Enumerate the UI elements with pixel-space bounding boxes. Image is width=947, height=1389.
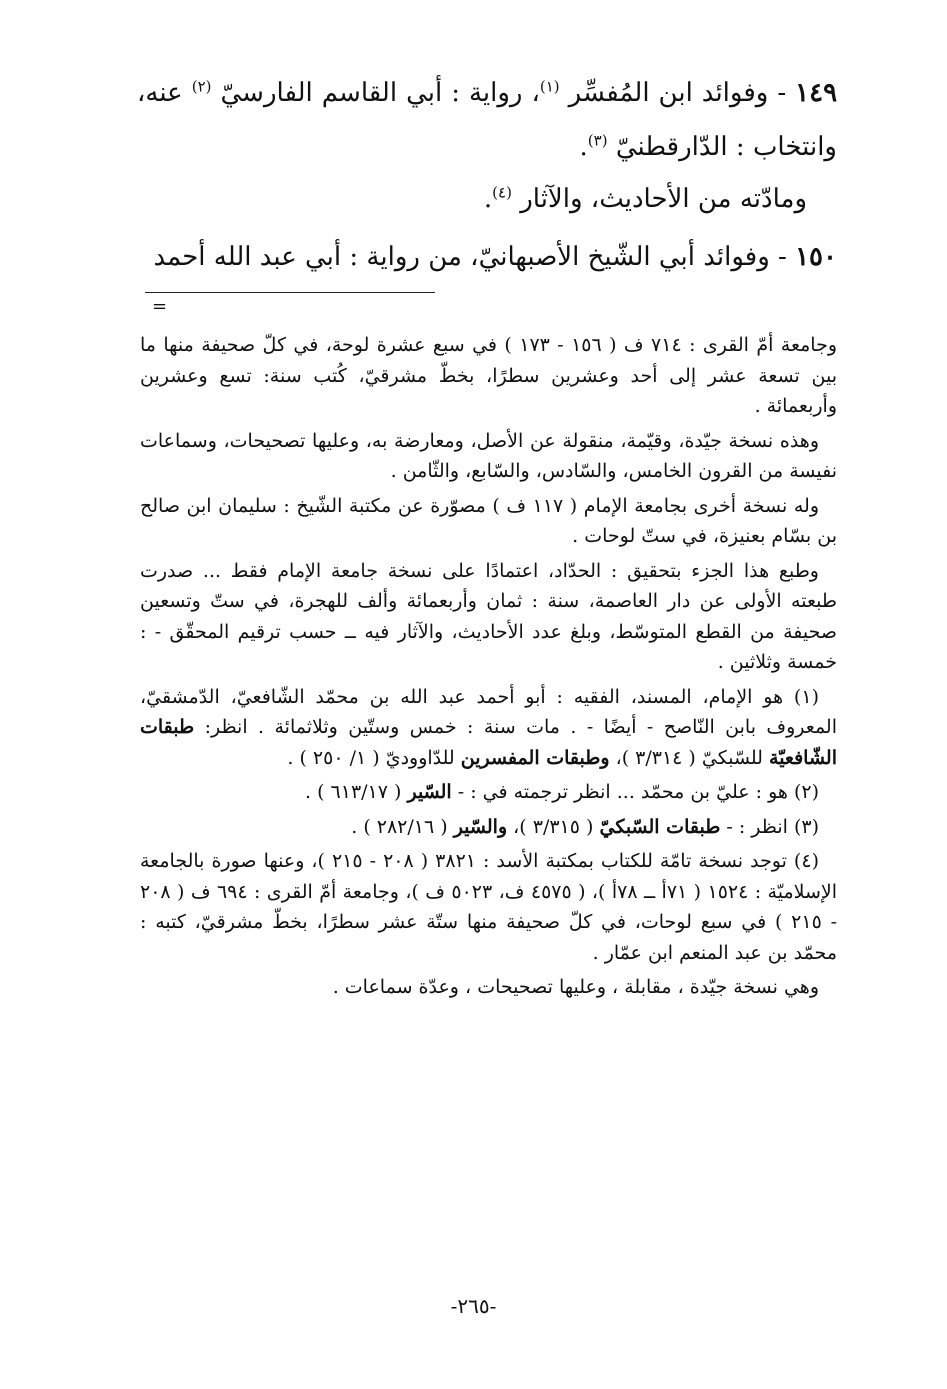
entry-text: - وفوائد ابن المُفسِّر: [568, 78, 787, 108]
footnote-ref[interactable]: (٣): [587, 131, 608, 150]
footnote-4-continued: وهي نسخة جيّدة ، مقابلة ، وعليها تصحيحات ، وعدّة سماعات .: [332, 976, 819, 998]
note-paragraph: وله نسخة أخرى بجامعة الإمام ( ١١٧ ف ) مصوّرة عن مكتبة الشّيخ : سليمان ابن صالح بن بسّام بعنيزة، في ستّ لوحات .: [140, 494, 837, 547]
footnote-text: (٢) هو : عليّ بن محمّد ... انظر ترجمته في : -: [451, 781, 819, 803]
book-title: السّير: [407, 781, 452, 803]
footnote-text: (٣) انظر : -: [720, 815, 819, 838]
entry-149: [137, 66, 837, 174]
entry-149-content: [137, 172, 837, 226]
footnote-divider: [145, 292, 435, 293]
note-paragraph: وجامعة أمّ القرى : ٧١٤ ف ( ١٥٦ - ١٧٣ ) في سبع عشرة لوحة، في كلّ صحيفة منها ما بين تسعة عشر إلى أحد وعشرين سطرًا، بخطّ مشرقيّ، كُتب سنة: تسع وعشرين وأربعمائة .: [140, 334, 838, 417]
page-number: -٢٦٥-: [450, 1294, 497, 1318]
footnote-2: [140, 777, 837, 808]
entry-text: - وفوائد أبي الشّيخ الأصبهانيّ، من رواية : أبي عبد الله أحمد: [153, 242, 787, 272]
footnote-4: (٤) توجد نسخة تامّة للكتاب بمكتبة الأسد : ٣٨٢١ ( ٢٠٨ - ٢١٥ )، وعنها صورة بالجامعة الإسلاميّة : ١٥٢٤ ( ٧١أ ــ ٧٨أ )، ( ٤٥٧٥ ف، ٥٠٢٣ ف )، وجامعة أمّ القرى : ٦٩٤ ف ( ٢٠٨ - ٢١٥ ) في سبع لوحات، في كلّ صحيفة منها ستّة عشر سطرًا، بخطّ مشرقيّ، كتبه : محمّد بن عبد المنعم ابن عمّار .: [140, 850, 837, 964]
book-title: طبقات الشّافعيّة: [140, 716, 837, 769]
entry-text: ، رواية : أبي القاسم الفارسيّ: [220, 78, 540, 108]
entry-number: ١٤٩: [795, 78, 838, 108]
footnote-1: [140, 682, 837, 774]
entry-text: .: [483, 184, 493, 214]
footnote-3: [140, 812, 837, 843]
book-title: طبقات السّبكيّ: [599, 815, 721, 838]
note-paragraph: وهذه نسخة جيّدة، وقيّمة، منقولة عن الأصل، ومعارضة به، وعليها تصحيحات، وسماعات نفيسة من القرون الخامس، والسّادس، والسّابع، والثّامن .: [140, 429, 837, 482]
entry-text: ومادّته من الأحاديث، والآثار: [520, 184, 807, 214]
entry-text: عنه، وانتخاب : الدّارقطنيّ: [137, 78, 837, 162]
footnote-text: ( ٢٨٢/١٦ ) .: [351, 815, 454, 838]
footnote-text: (١) هو الإمام، المسند، الفقيه : أبو أحمد عبد الله بن محمّد الشّافعيّ، الدّمشقيّ، المعروف بابن النّاصح - أيضًا - . مات سنة : خمس وستّين وثلاثمائة . انظر:: [140, 685, 837, 738]
book-title: وطبقات المفسرين: [460, 746, 610, 769]
entry-number: ١٥٠: [795, 242, 837, 272]
entry-150: [137, 230, 837, 284]
footnote-text: ( ٣/٣١٥ )،: [507, 815, 600, 838]
entry-text: .: [579, 132, 588, 162]
footnotes: [140, 330, 837, 1007]
footnote-ref[interactable]: (١): [539, 77, 560, 96]
footnote-text: للدّاووديّ ( ١/ ٢٥٠ ) .: [287, 746, 461, 769]
note-paragraph: وطبع هذا الجزء بتحقيق : الحدّاد، اعتمادًا على نسخة جامعة الإمام فقط ... صدرت طبعته الأولى عن دار العاصمة، سنة : ثمان وأربعمائة وألف للهجرة، في ستّ وتسعين صحيفة من القطع المتوسّط، وبلغ عدد الأحاديث، والآثار فيه ــ حسب ترقيم المحقّق - : خمسة وثلاثين .: [140, 559, 837, 673]
footnote-text: ( ٦١٣/١٧ ) .: [305, 781, 408, 803]
book-title: والسّير: [453, 815, 508, 838]
footnote-ref[interactable]: (٤): [492, 183, 512, 202]
footnote-ref[interactable]: (٢): [191, 77, 212, 96]
footnote-text: للسّبكيّ ( ٣/٣١٤ )،: [609, 746, 770, 769]
continuation-mark: =: [152, 296, 168, 317]
